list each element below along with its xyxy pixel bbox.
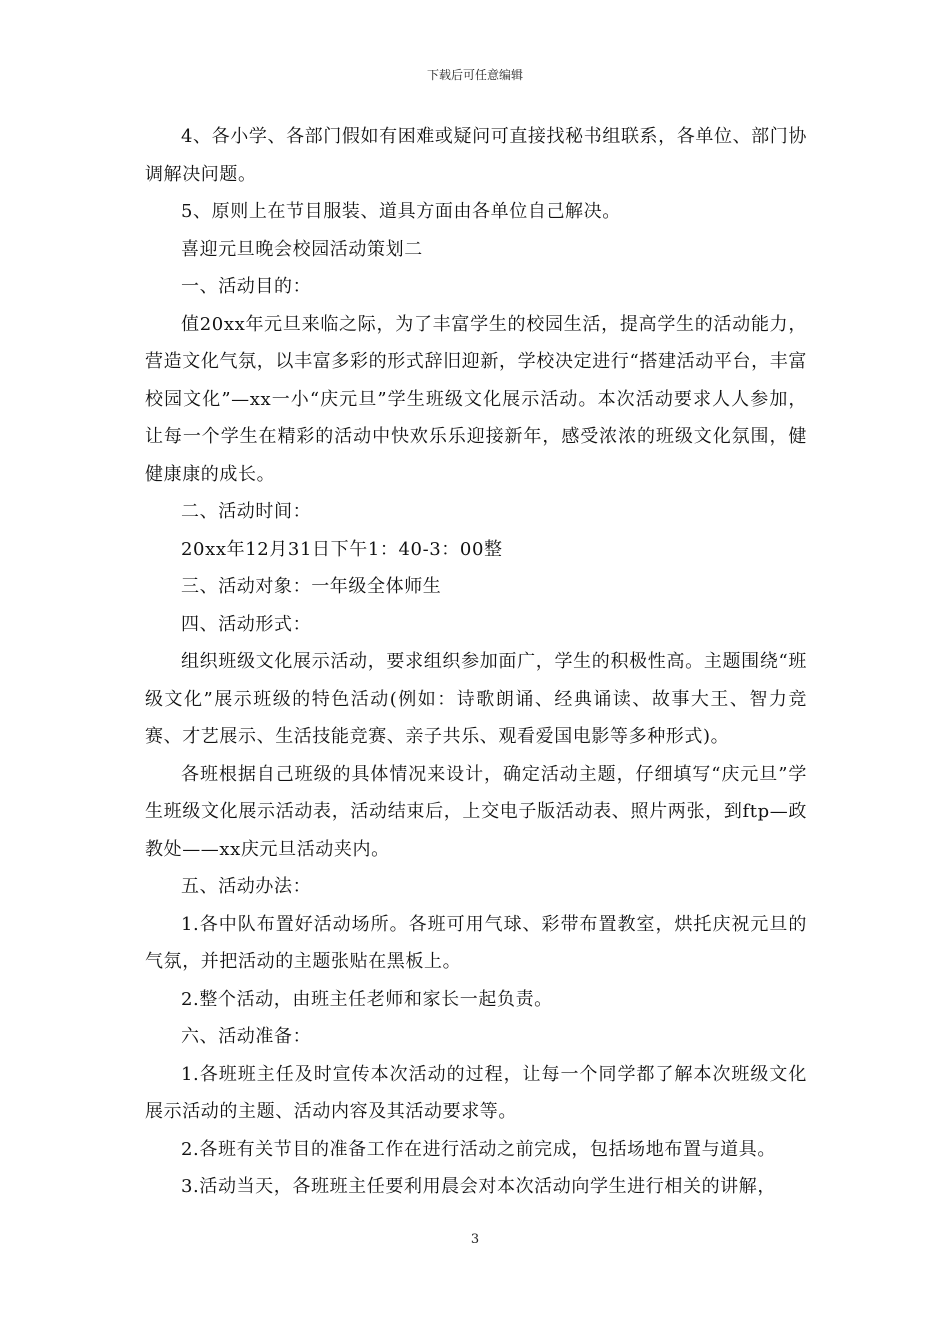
heading-purpose: 一、活动目的： [181,276,312,297]
paragraph: 4、各小学、各部门假如有困难或疑问可直接找秘书组联系，各单位、部门协调解决问题。 [145,126,807,185]
heading-method: 五、活动办法： [181,876,312,897]
paragraph: 5、原则上在节目服装、道具方面由各单位自己解决。 [181,201,621,222]
document-body [145,118,807,1206]
paragraph: 1.各班班主任及时宣传本次活动的过程，让每一个同学都了解本次班级文化展示活动的主题、活动内容及其活动要求等。 [145,1063,807,1122]
paragraph: 2.各班有关节目的准备工作在进行活动之前完成，包括场地布置与道具。 [181,1138,776,1160]
paragraph: 值20xx年元旦来临之际，为了丰富学生的校园生活，提高学生的活动能力，营造文化气氛，以丰富多彩的形式辞旧迎新，学校决定进行“搭建活动平台，丰富校园文化”—xx一小“庆元旦”学生班级文化展示活动。本次活动要求人人参加，让每一个学生在精彩的活动中快欢乐乐迎接新年，感受浓浓的班级文化氛围，健健康康的成长。 [145,313,807,485]
page-number: 3 [470,1232,480,1247]
paragraph: 2.整个活动，由班主任老师和家长一起负责。 [181,988,553,1010]
heading-time: 二、活动时间： [181,501,312,522]
page-header: 下载后可任意编辑 [426,68,523,82]
heading-format: 四、活动形式： [181,613,312,635]
heading-audience: 三、活动对象：一年级全体师生 [181,576,442,597]
heading-preparation: 六、活动准备： [181,1026,312,1047]
section-title: 喜迎元旦晚会校园活动策划二 [181,238,423,260]
paragraph: 各班根据自己班级的具体情况来设计，确定活动主题，仔细填写“庆元旦”学生班级文化展示活动表，活动结束后，上交电子版活动表、照片两张，到ftp—政教处——xx庆元旦活动夹内。 [145,763,807,860]
paragraph: 1.各中队布置好活动场所。各班可用气球、彩带布置教室，烘托庆祝元旦的气氛，并把活动的主题张贴在黑板上。 [145,913,807,972]
paragraph: 3.活动当天，各班班主任要利用晨会对本次活动向学生进行相关的讲解， [181,1176,776,1197]
paragraph: 20xx年12月31日下午1：40-3：00整 [181,538,503,560]
paragraph: 组织班级文化展示活动，要求组织参加面广，学生的积极性高。主题围绕“班级文化”展示班级的特色活动(例如：诗歌朗诵、经典诵读、故事大王、智力竞赛、才艺展示、生活技能竞赛、亲子共乐、观看爱国电影等多种形式)。 [145,651,807,747]
